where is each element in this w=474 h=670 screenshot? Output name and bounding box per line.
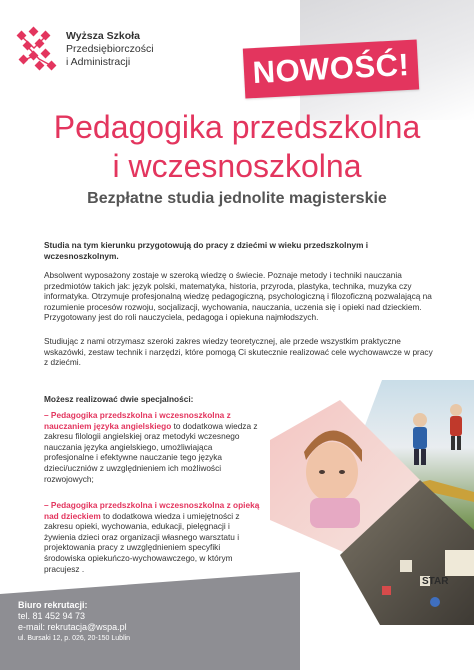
specialties-heading: Możesz realizować dwie specjalności: [44, 394, 194, 404]
photo-star-sign: STAR [422, 576, 449, 587]
new-badge-label: NOWOŚĆ! [251, 46, 411, 91]
specialty-2-desc: to dodatkowa wiedza i umiejętności z zakresu opieki, wychowania, edukacji, pielęgnacji i żywienia dzieci oraz organizacji własnego warsztatu i projektowania pracy z uwzględnieniem specyfiki środowiska opiekuńczo-wychowawczego, w którym pracujesz . [44, 510, 240, 574]
logo-line-2: Przedsiębiorczości [66, 43, 154, 55]
university-logo [16, 26, 166, 86]
subtitle: Bezpłatne studia jednolite magisterskie [87, 190, 387, 207]
recruitment-contact [18, 600, 130, 644]
recruitment-phone: tel. 81 452 94 73 [18, 611, 86, 621]
logo-line-3: i Administracji [66, 56, 131, 68]
lead-paragraph: Studia na tym kierunku przygotowują do pracy z dziećmi w wieku przedszkolnym i wczesnoszkolnym. [44, 240, 369, 261]
footer-triangle [0, 572, 300, 594]
specialty-1-desc: to dodatkowa wiedza z zakresu filologii angielskiej oraz metodyki wczesnego nauczania języka angielskiego, umożliwiająca profesjonalne i efektywne nauczanie tego języka dzieci/uczniów z uwzględnieniem ich możliwości rozwojowych; [44, 420, 258, 484]
footer-recruitment [0, 572, 474, 670]
recruitment-email: e-mail: rekrutacja@wspa.pl [18, 622, 127, 632]
specialty-1 [44, 410, 262, 484]
new-badge [243, 39, 419, 98]
child-figure [304, 430, 362, 528]
title-line-2: i wczesnoszkolna [112, 148, 362, 184]
recruitment-heading: Biuro rekrutacji: [18, 600, 88, 610]
description-paragraph: Absolwent wyposażony zostaje w szeroką wiedzę o świecie. Poznaje metody i techniki nauczania przedmiotów takich jak: język polski, matematyka, historia, przyroda, plastyka, technika, muzyka czy informatyka. Otrzymuje profesjonalną wiedzę pedagogiczną, psychologiczną i filozoficzną pozwalającą na rozumienie procesów rozwoju, socjalizacji, wychowania, nauczania, uczenia się i opieki nad dzieckiem. Przygotowany jest do roli nauczyciela, pedagoga i opiekuna najmłodszych. [44, 270, 432, 323]
title-line-1: Pedagogika przedszkolna [53, 109, 421, 145]
practice-paragraph: Studiując z nami otrzymasz szeroki zakres wiedzy teoretycznej, ale przede wszystkim praktyczne wskazówki, zestaw technik i narzędzi, które pomogą Ci skutecznie realizować cele wychowawcze w pracy z dziećmi. [44, 336, 433, 368]
logo-line-1: Wyższa Szkoła [66, 30, 140, 42]
specialty-2-name: – Pedagogika przedszkolna i wczesnoszkolna z opieką nad dzieckiem [44, 500, 260, 521]
recruitment-address: ul. Bursaki 12, p. 026, 20-150 Lublin [18, 635, 131, 642]
logo-text [66, 30, 154, 69]
logo-mark-icon [16, 26, 60, 74]
specialty-1-name: – Pedagogika przedszkolna i wczesnoszkolna z nauczaniem języka angielskiego [44, 410, 231, 431]
specialty-2 [44, 500, 262, 574]
